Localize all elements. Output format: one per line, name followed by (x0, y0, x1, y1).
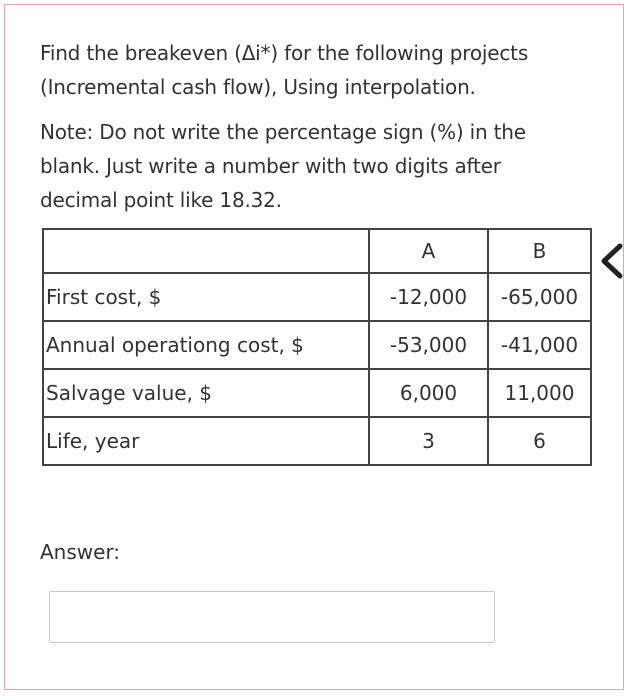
table-header-row (43, 229, 591, 273)
chevron-left-icon[interactable] (592, 240, 630, 282)
cash-flow-table (42, 228, 592, 466)
row-value-b: 11,000 (488, 369, 591, 417)
answer-label: Answer: (40, 540, 121, 564)
note-line-2: blank. Just write a number with two digits after (40, 154, 501, 178)
row-label: Life, year (43, 417, 369, 465)
question-line-2: (Incremental cash flow), Using interpolation. (40, 75, 476, 99)
note-line-1: Note: Do not write the percentage sign (%) in the (40, 120, 526, 144)
row-value-a: 6,000 (369, 369, 488, 417)
note-text (40, 115, 600, 217)
row-value-a: -12,000 (369, 273, 488, 321)
row-label: Annual operationg cost, $ (43, 321, 369, 369)
answer-input[interactable] (49, 591, 495, 643)
table-row (43, 321, 591, 369)
table-row (43, 273, 591, 321)
header-label-cell (43, 229, 369, 273)
row-value-a: 3 (369, 417, 488, 465)
question-line-1: Find the breakeven (Δi*) for the following projects (40, 41, 529, 65)
table-row (43, 369, 591, 417)
header-a: A (369, 229, 488, 273)
row-label: Salvage value, $ (43, 369, 369, 417)
row-value-a: -53,000 (369, 321, 488, 369)
chevron-left-icon-svg (592, 240, 630, 282)
table-row (43, 417, 591, 465)
header-b: B (488, 229, 591, 273)
note-line-3: decimal point like 18.32. (40, 188, 282, 212)
row-value-b: -41,000 (488, 321, 591, 369)
question-text (40, 36, 600, 104)
row-value-b: 6 (488, 417, 591, 465)
row-value-b: -65,000 (488, 273, 591, 321)
row-label: First cost, $ (43, 273, 369, 321)
